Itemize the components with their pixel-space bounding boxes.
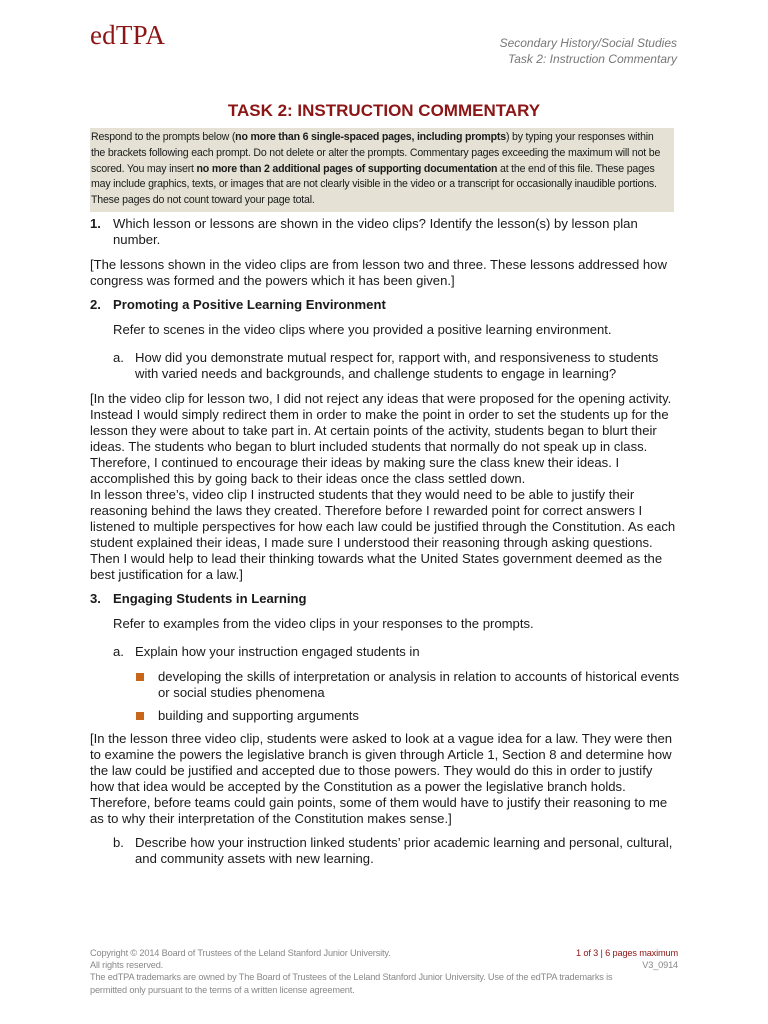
instructions-text-3: at the end of this file. These pages may include graphics, texts, or images that are not clearly visible in the video or a transcript for occasionally inaudible portions. These pages do not count toward your page total. bbox=[91, 162, 657, 207]
page-title: TASK 2: INSTRUCTION COMMENTARY bbox=[227, 101, 541, 120]
bullet-text: developing the skills of interpretation or analysis in relation to accounts of historical events or social studies phenomena bbox=[158, 669, 680, 700]
footer-version: V3_0914 bbox=[642, 960, 678, 971]
footer-copyright: Copyright © 2014 Board of Trustees of the Leland Stanford Junior University. bbox=[90, 948, 391, 958]
response-3: [In the lesson three video clip, students were asked to look at a vague idea for a law. They were then to examine the powers the legislative branch is given through Article 1, Section 8 and determine how the law could be justified and accepted due to those powers. They would do this in order to justify how that idea would be accepted by the Constitution as a power the legislative branch holds. Therefore, before teams could gain points, some of them would have to justify their reasoning to me as to why their interpretation of the Constitution makes sense.] bbox=[90, 731, 673, 826]
footer-page-count: 1 of 3 | 6 pages maximum bbox=[576, 948, 678, 958]
bullet-item bbox=[136, 669, 680, 701]
commentary-body bbox=[90, 216, 680, 876]
question-number: 1. bbox=[90, 216, 101, 231]
question-intro: Refer to scenes in the video clips where you provided a positive learning environment. bbox=[113, 322, 612, 337]
header-subject: Secondary History/Social Studies bbox=[499, 36, 677, 50]
bullet-text: building and supporting arguments bbox=[158, 708, 359, 723]
question-2 bbox=[90, 297, 680, 313]
response-2-part-2: In lesson three’s, video clip I instructed students that they would need to be able to justify their reasoning behind the laws they created. Therefore before I rewarded point for correct answers I listened to multiple perspectives for how each law could be justified through the Constitution. As each student explained their ideas, I made sure I understood their reasoning through asking questions. Then I would help to lead their thinking towards what the United States government deemed as the best justification for a law.] bbox=[90, 487, 676, 582]
edtpa-logo: edTPA bbox=[90, 20, 166, 50]
footer-trademark-1: The edTPA trademarks are owned by The Board of Trustees of the Leland Stanford Junior University. Use of the edTPA trademarks is bbox=[90, 972, 613, 983]
subprompt-letter: a. bbox=[113, 350, 124, 365]
question-heading: Engaging Students in Learning bbox=[113, 591, 307, 606]
question-number: 2. bbox=[90, 297, 101, 312]
bullet-item bbox=[136, 708, 680, 724]
question-prompt: Which lesson or lessons are shown in the video clips? Identify the lesson(s) by lesson plan number. bbox=[113, 216, 638, 247]
response-2-part-1: [In the video clip for lesson two, I did not reject any ideas that were proposed for the opening activity. Instead I would simply redirect them in order to make the point in order to set the students up for the lesson they were about to take part in. At certain points of the activity, students began to blurt their ideas. The students who began to blurt included students that normally do not speak up in class. Therefore, I continued to encourage their ideas by making sure the class knew their ideas. I accomplished this by going back to their ideas once the class settled down. bbox=[90, 391, 672, 486]
running-header bbox=[500, 35, 677, 67]
subprompt-3b bbox=[113, 835, 680, 867]
instructions-text-1: Respond to the prompts below ( bbox=[91, 131, 236, 143]
subprompt-2a bbox=[113, 350, 680, 382]
footer-trademark-2: permitted only pursuant to the terms of a written license agreement. bbox=[90, 984, 355, 995]
header-task: Task 2: Instruction Commentary bbox=[508, 52, 677, 66]
page-footer bbox=[90, 947, 678, 996]
question-intro: Refer to examples from the video clips in your responses to the prompts. bbox=[113, 616, 534, 631]
instructions-box bbox=[90, 128, 674, 212]
instructions-text-2: ) by typing your responses within the brackets following each prompt. Do not delete or alter the prompts. Commentary pages exceeding the maximum will not be scored. You may insert bbox=[91, 131, 661, 175]
response-1: [The lessons shown in the video clips are from lesson two and three. These lessons addressed how congress was formed and the powers which it has been given.] bbox=[90, 257, 667, 288]
subprompt-letter: a. bbox=[113, 644, 124, 659]
footer-rights: All rights reserved. bbox=[90, 960, 164, 971]
question-3 bbox=[90, 591, 680, 607]
square-bullet-icon bbox=[136, 673, 144, 681]
question-number: 3. bbox=[90, 591, 101, 606]
instructions-bold-1: no more than 6 single-spaced pages, including prompts bbox=[235, 131, 506, 143]
subprompt-3a bbox=[113, 644, 680, 660]
subprompt-text: How did you demonstrate mutual respect for, rapport with, and responsiveness to students with varied needs and backgrounds, and challenge students to engage in learning? bbox=[135, 350, 659, 381]
instructions-bold-2: no more than 2 additional pages of supporting documentation bbox=[196, 162, 498, 175]
square-bullet-icon bbox=[136, 712, 144, 720]
question-heading: Promoting a Positive Learning Environment bbox=[113, 297, 386, 312]
question-1 bbox=[90, 216, 680, 248]
subprompt-text: Explain how your instruction engaged students in bbox=[135, 644, 420, 659]
subprompt-letter: b. bbox=[113, 835, 124, 850]
subprompt-text: Describe how your instruction linked students’ prior academic learning and personal, cultural, and community assets with new learning. bbox=[135, 835, 673, 866]
